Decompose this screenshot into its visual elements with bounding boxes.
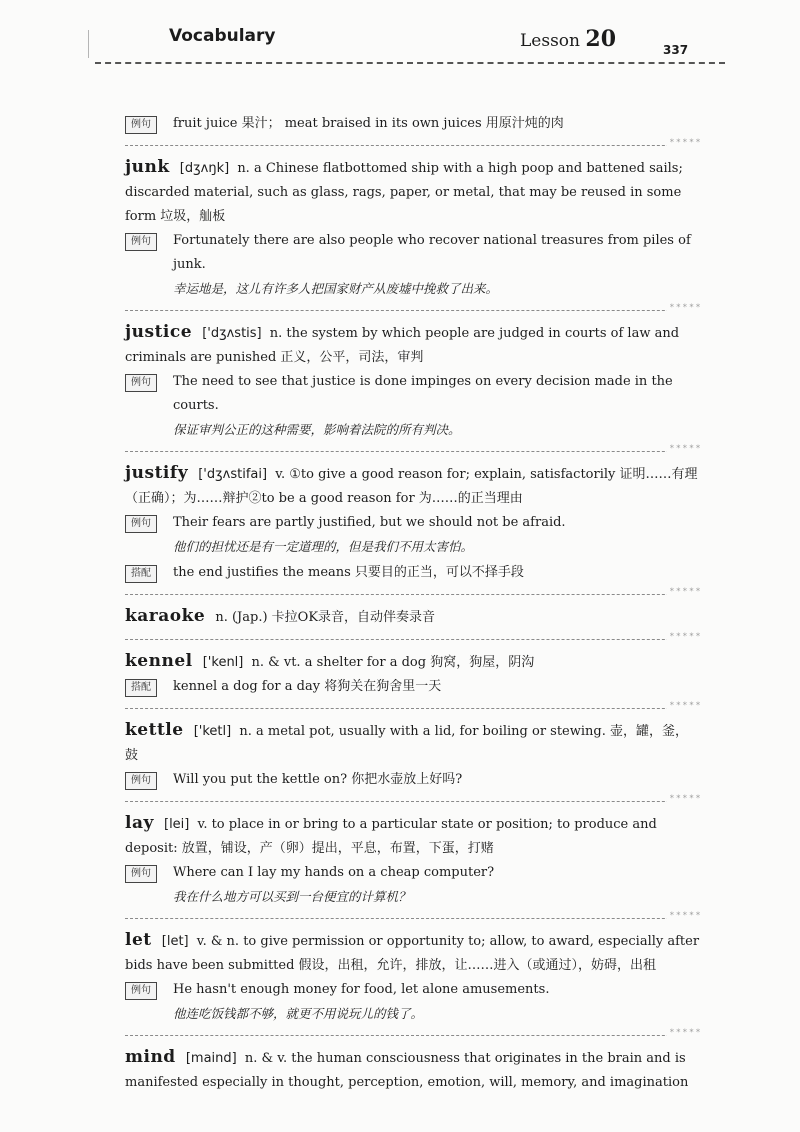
headword: justice bbox=[125, 322, 193, 342]
running-title: Vocabulary bbox=[169, 26, 276, 46]
phonetic: ['dʒʌstifai] bbox=[198, 467, 268, 482]
headword: let bbox=[125, 930, 152, 950]
example-tag: 例句 bbox=[125, 374, 157, 392]
definition: n. a metal pot, usually with a lid, for boiling or stewing. 壶，罐，釜，鼓 bbox=[125, 724, 688, 763]
definition: n. the system by which people are judged in courts of law and criminals are punished 正义，公平，司法，审判 bbox=[125, 326, 680, 365]
example-row bbox=[125, 511, 700, 559]
headword: kennel bbox=[125, 651, 193, 671]
collocation-text: kennel a dog for a day 将狗关在狗舍里一天 bbox=[173, 679, 442, 694]
example-english: Their fears are partly justified, but we should not be afraid. bbox=[173, 515, 566, 530]
entry-divider bbox=[125, 639, 700, 640]
collocation-tag: 搭配 bbox=[125, 679, 157, 697]
example-row bbox=[125, 112, 700, 136]
phonetic: ['dʒʌstis] bbox=[202, 326, 262, 341]
example-row bbox=[125, 229, 700, 301]
lesson-word: Lesson bbox=[520, 31, 580, 51]
definition: v. & n. to give permission or opportunity to; allow, to award, especially after bids have been submitted 假设，出租，允许，排放，让……进入（或通过），妨碍，出租 bbox=[125, 934, 700, 973]
vocabulary-list bbox=[125, 112, 700, 1095]
entry-mind bbox=[125, 1045, 700, 1095]
example-english: Fortunately there are also people who recover national treasures from piles of junk. bbox=[173, 233, 691, 272]
phonetic: ['ketl] bbox=[193, 724, 232, 739]
phonetic: [dʒʌŋk] bbox=[179, 161, 230, 176]
example-row bbox=[125, 370, 700, 442]
example-tag: 例句 bbox=[125, 515, 157, 533]
definition: n. & v. the human consciousness that originates in the brain and is manifested especially in thought, perception, emotion, will, memory, and imagination bbox=[125, 1051, 689, 1090]
entry-divider bbox=[125, 801, 700, 802]
example-chinese: 他连吃饭钱都不够，就更不用说玩儿的钱了。 bbox=[173, 1006, 424, 1021]
entry-kennel bbox=[125, 649, 700, 675]
headword: karaoke bbox=[125, 606, 206, 626]
entry-let bbox=[125, 928, 700, 978]
headword: kettle bbox=[125, 720, 184, 740]
header-rule bbox=[95, 62, 725, 64]
example-tag: 例句 bbox=[125, 233, 157, 251]
entry-kettle bbox=[125, 718, 700, 768]
page-number: 337 bbox=[663, 43, 689, 57]
entry-junk bbox=[125, 155, 700, 229]
example-english: Where can I lay my hands on a cheap computer? bbox=[173, 865, 495, 880]
page-header bbox=[95, 18, 725, 68]
example-tag: 例句 bbox=[125, 772, 157, 790]
headword: mind bbox=[125, 1047, 176, 1067]
entry-justify bbox=[125, 461, 700, 511]
entry-lay bbox=[125, 811, 700, 861]
phonetic: ['kenl] bbox=[202, 655, 244, 670]
entry-divider bbox=[125, 594, 700, 595]
example-english: Will you put the kettle on? 你把水壶放上好吗? bbox=[173, 772, 463, 787]
example-row bbox=[125, 861, 700, 909]
phonetic: [lei] bbox=[164, 817, 190, 832]
example-chinese: 幸运地是，这儿有许多人把国家财产从废墟中挽救了出来。 bbox=[173, 281, 499, 296]
example-english: The need to see that justice is done impinges on every decision made in the courts. bbox=[173, 374, 673, 413]
lesson-label bbox=[520, 26, 616, 52]
definition: v. ①to give a good reason for; explain, satisfactorily 证明……有理（正确）；为……辩护②to be a good reason for 为……的正当理由 bbox=[125, 467, 698, 506]
entry-divider bbox=[125, 145, 700, 146]
example-chinese: 我在什么地方可以买到一台便宜的计算机？ bbox=[173, 889, 411, 904]
collocation-row bbox=[125, 675, 700, 699]
entry-divider bbox=[125, 451, 700, 452]
headword: junk bbox=[125, 157, 170, 177]
phonetic: [maind] bbox=[185, 1051, 237, 1066]
example-row bbox=[125, 768, 700, 792]
entry-divider bbox=[125, 918, 700, 919]
entry-justice bbox=[125, 320, 700, 370]
example-tag: 例句 bbox=[125, 116, 157, 134]
example-english: fruit juice 果汁； meat braised in its own juices 用原汁炖的肉 bbox=[173, 116, 564, 131]
definition: v. to place in or bring to a particular state or position; to produce and deposit: 放置，铺设，产（卵）提出，平息，布置，下蛋，打赌 bbox=[125, 817, 657, 856]
example-tag: 例句 bbox=[125, 865, 157, 883]
definition: n. (Jap.) 卡拉OK录音，自动伴奏录音 bbox=[215, 610, 436, 625]
definition: n. a Chinese flatbottomed ship with a high poop and battened sails; discarded material, such as glass, rags, paper, or metal, that may be reused in some form 垃圾，舢板 bbox=[125, 161, 683, 224]
definition: n. & vt. a shelter for a dog 狗窝，狗屋，阴沟 bbox=[251, 655, 535, 670]
collocation-row bbox=[125, 561, 700, 585]
entry-karaoke bbox=[125, 604, 700, 630]
collocation-tag: 搭配 bbox=[125, 565, 157, 583]
headword: justify bbox=[125, 463, 189, 483]
example-row bbox=[125, 978, 700, 1026]
lesson-number: 20 bbox=[585, 26, 617, 52]
headword: lay bbox=[125, 813, 154, 833]
entry-divider bbox=[125, 708, 700, 709]
collocation-text: the end justifies the means 只要目的正当，可以不择手段 bbox=[173, 565, 524, 580]
example-chinese: 他们的担忧还是有一定道理的，但是我们不用太害怕。 bbox=[173, 539, 474, 554]
entry-divider bbox=[125, 310, 700, 311]
example-tag: 例句 bbox=[125, 982, 157, 1000]
phonetic: [let] bbox=[161, 934, 189, 949]
entry-divider bbox=[125, 1035, 700, 1036]
example-chinese: 保证审判公正的这种需要，影响着法院的所有判决。 bbox=[173, 422, 461, 437]
example-english: He hasn't enough money for food, let alone amusements. bbox=[173, 982, 550, 997]
